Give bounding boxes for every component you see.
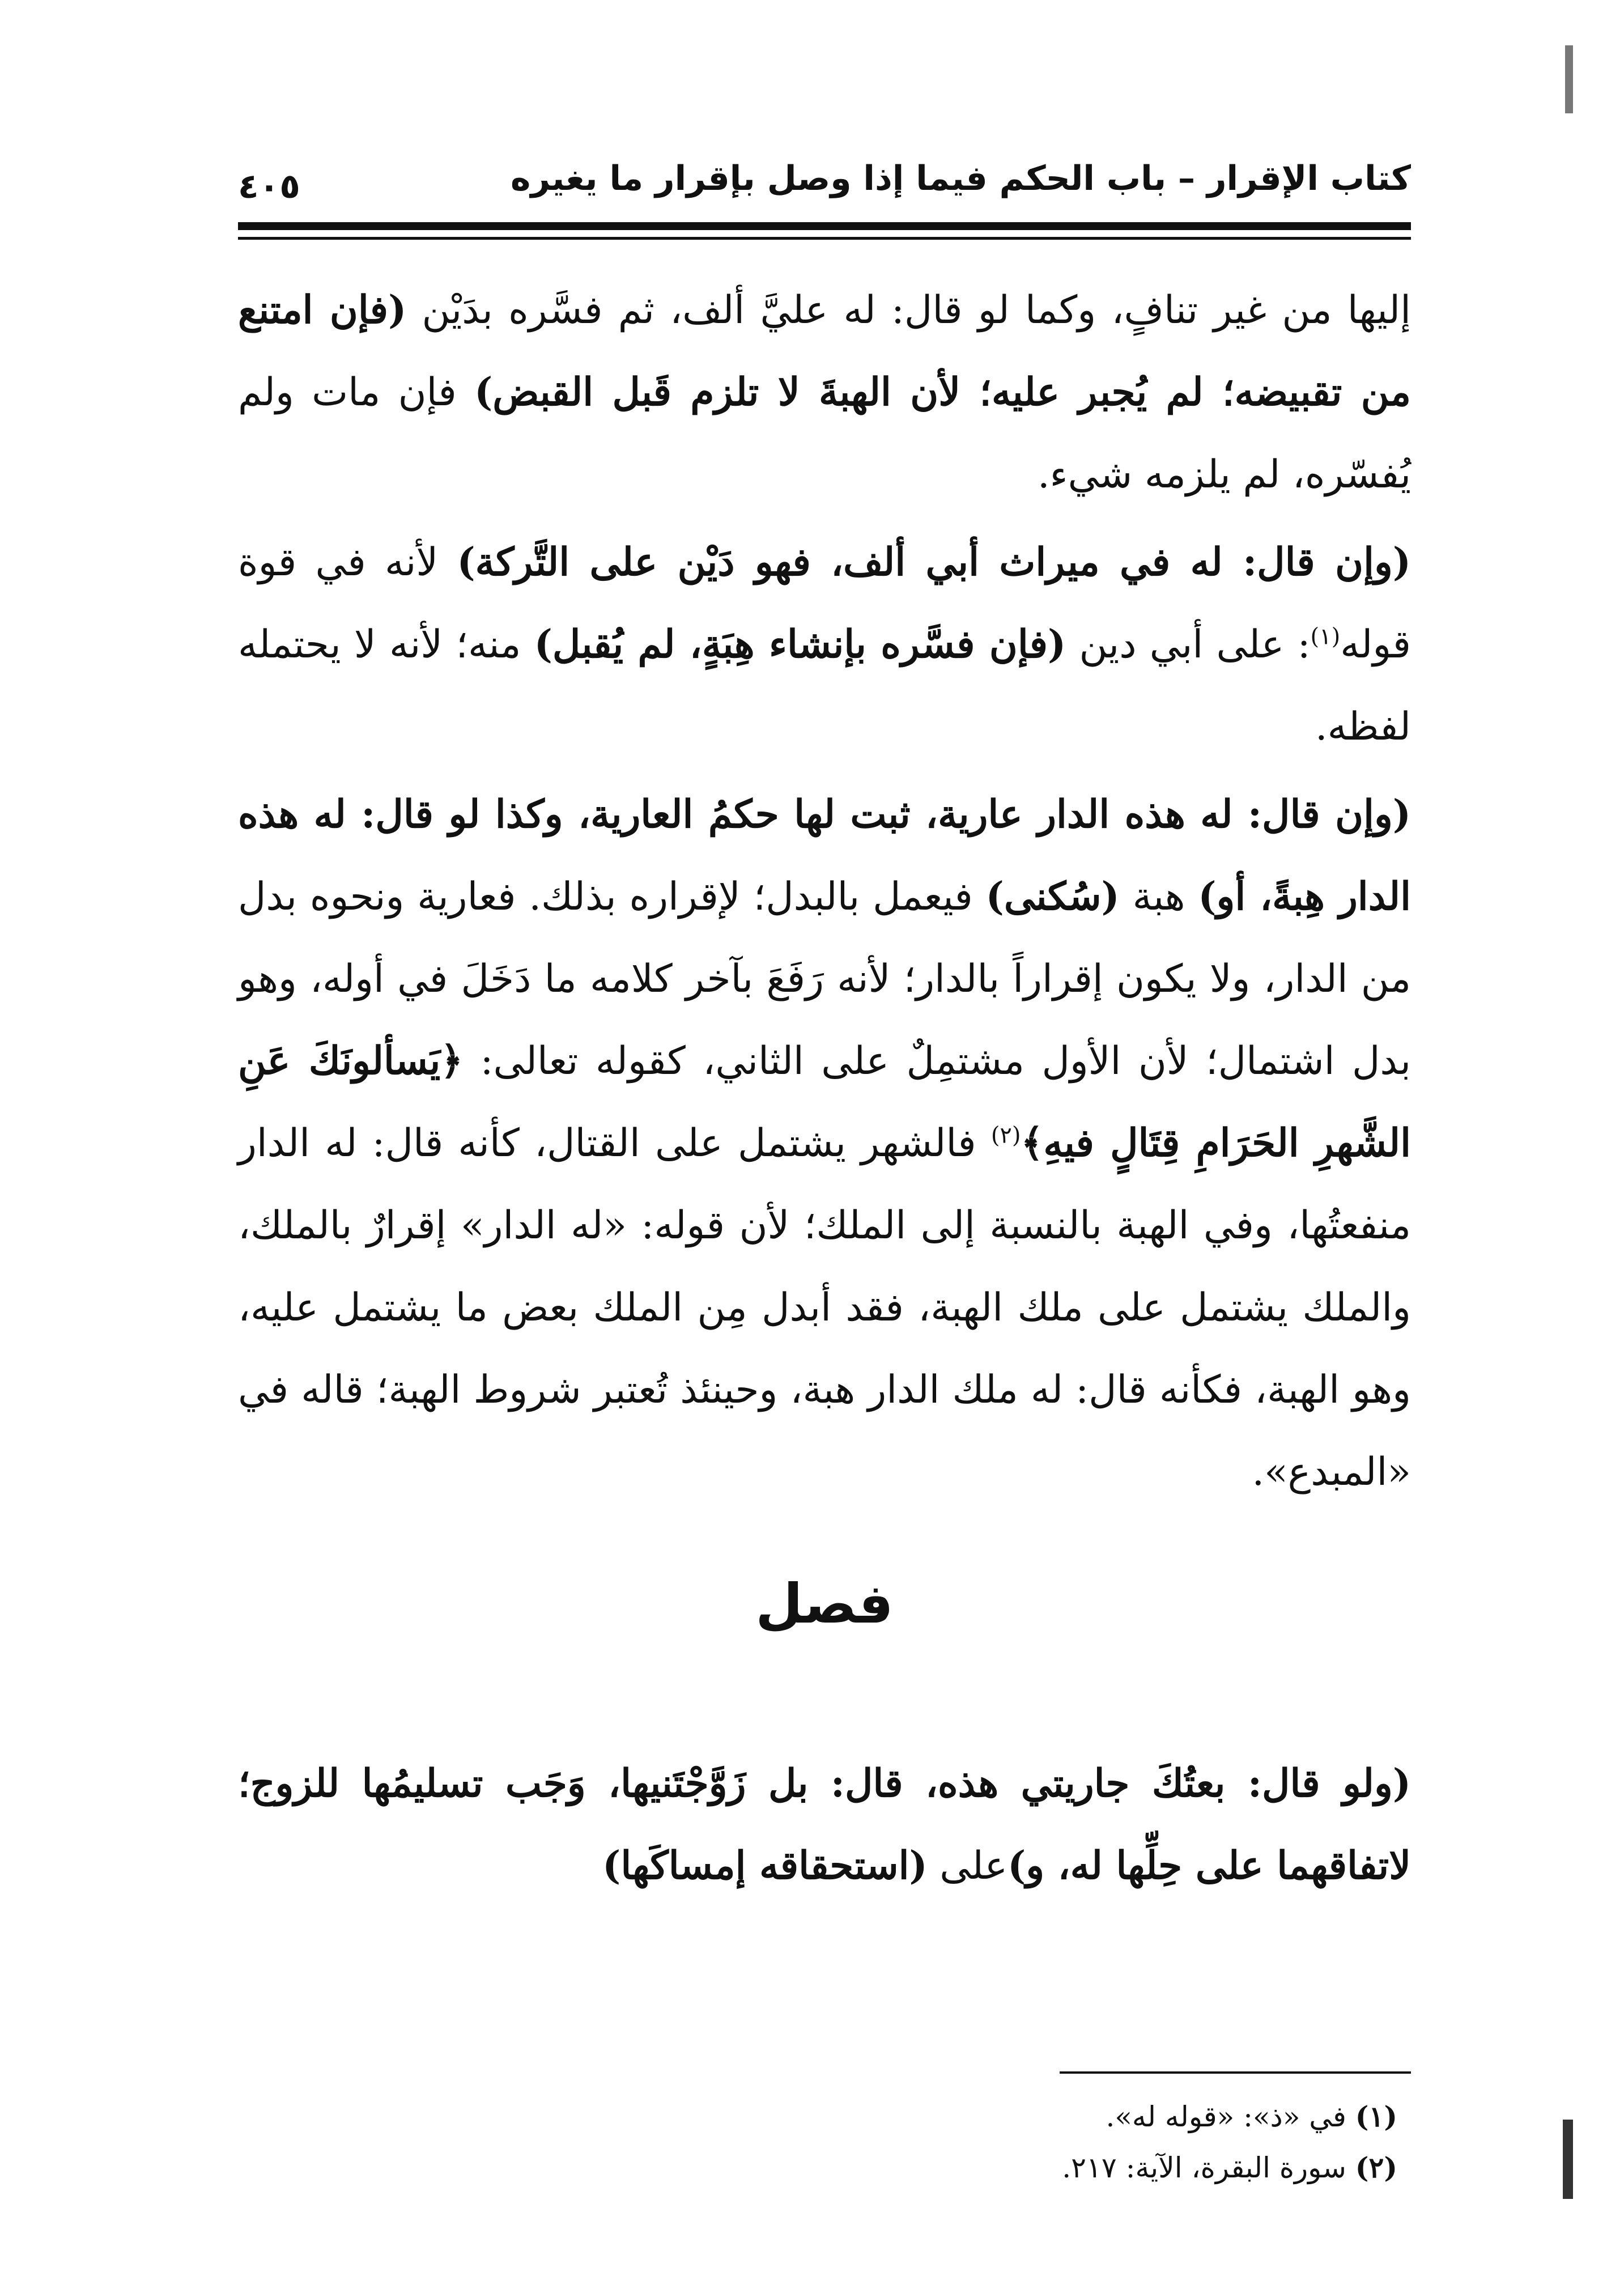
header-rule-thick [238, 222, 1411, 230]
paragraph [238, 521, 1411, 768]
text-segment: لأنه في قوة قوله [238, 540, 1412, 667]
text-segment: فالشهر يشتمل على القتال، كأنه قال: له الدار منفعتُها، وفي الهبة بالنسبة إلى الملك؛ لأن قوله: «له الدار» إقرارٌ بالملك، والملك يشتمل على ملك الهبة، فقد أبدل مِن الملك بعض ما يشتمل عليه، وهو الهبة، فكأنه قال: له ملك الدار هبة، وحينئذ تُعتبر شروط الهبة؛ قاله في «المبدع». [238, 1121, 1411, 1494]
footnote [224, 2142, 1397, 2193]
section-heading: فصل [755, 1572, 894, 1636]
footnote-marker[interactable]: (٢) [990, 1122, 1021, 1149]
paragraph [238, 1743, 1411, 1907]
page-header [238, 153, 1411, 215]
matn-text-segment: (فإن امتنع من تقبيضه؛ لم يُجبر عليه؛ لأن الهبةَ لا تلزم قَبل القبض) [238, 287, 1411, 415]
matn-text-segment: (فإن فسَّره بإنشاء هِبَةٍ، لم يُقبل) [534, 622, 1066, 667]
matn-text-segment: (وإن قال: له في ميراث أبي ألف، فهو دَيْن على التَّركة) [457, 540, 1411, 585]
footnote-marker[interactable]: (١) [1310, 623, 1341, 650]
header-rule-thin [238, 237, 1411, 240]
scan-edge-mark [1565, 45, 1573, 113]
paragraph [238, 269, 1411, 516]
main-text [238, 269, 1411, 1513]
text-segment: فيعمل بالبدل؛ لإقراره بذلك. فعارية ونحوه بدل من الدار، ولا يكون إقراراً بالدار؛ لأنه رَفَعَ بآخر كلامه ما دَخَلَ في أوله، وهو بدل اشتمال؛ لأن الأول مشتمِلٌ على الثاني، كقوله تعالى: [238, 874, 1411, 1084]
quran-quote: ﴿يَسألونَكَ عَنِ الشَّهرِ الحَرَامِ قِتَالٍ فيهِ﴾ [238, 1038, 1412, 1166]
footnote [224, 2091, 1397, 2142]
scan-edge-mark [1563, 2120, 1573, 2199]
page-number: ٤٠٥ [238, 167, 300, 206]
footnote-number: (١) [1355, 2100, 1397, 2133]
matn-text-segment: (ولو قال: بعتُكَ جاريتي هذه، قال: بل زَوَّجْتَنيها، وَجَب تسليمُها للزوج؛ لاتفاقهما على حِلِّها له، و) [238, 1761, 1411, 1888]
text-segment: فإن مات ولم يُفسّره، لم يلزمه شيء. [238, 370, 1411, 497]
matn-text-segment: (استحقاقه إمساكَها) [602, 1843, 928, 1888]
paragraph [238, 774, 1411, 1513]
footnote-text: سورة البقرة، الآية: ٢١٧. [1062, 2151, 1346, 2184]
matn-text-segment: (وإن قال: له هذه الدار عارية، ثبت لها حكمُ العارية، وكذا لو قال: له هذه الدار هِبةً، أو) [238, 792, 1411, 919]
text-segment: : على أبي دين [1066, 622, 1311, 667]
text-segment: على [927, 1844, 1008, 1888]
footnote-separator [1060, 2071, 1411, 2074]
matn-text-segment: (سُكنى) [985, 874, 1120, 919]
footnote-text: في «ذ»: «قوله له». [1106, 2100, 1346, 2133]
section-text [238, 1743, 1411, 1907]
running-title: كتاب الإقرار – باب الحكم فيما إذا وصل بإقرار ما يغيره [510, 159, 1411, 198]
footnote-number: (٢) [1355, 2151, 1397, 2184]
text-segment: إليها من غير تنافٍ، وكما لو قال: له عليَّ ألف، ثم فسَّره بدَيْن [406, 288, 1412, 333]
text-segment: هبة [1119, 874, 1198, 919]
footnotes [224, 2091, 1397, 2193]
text-segment: منه؛ لأنه لا يحتمله لفظه. [238, 622, 1411, 749]
